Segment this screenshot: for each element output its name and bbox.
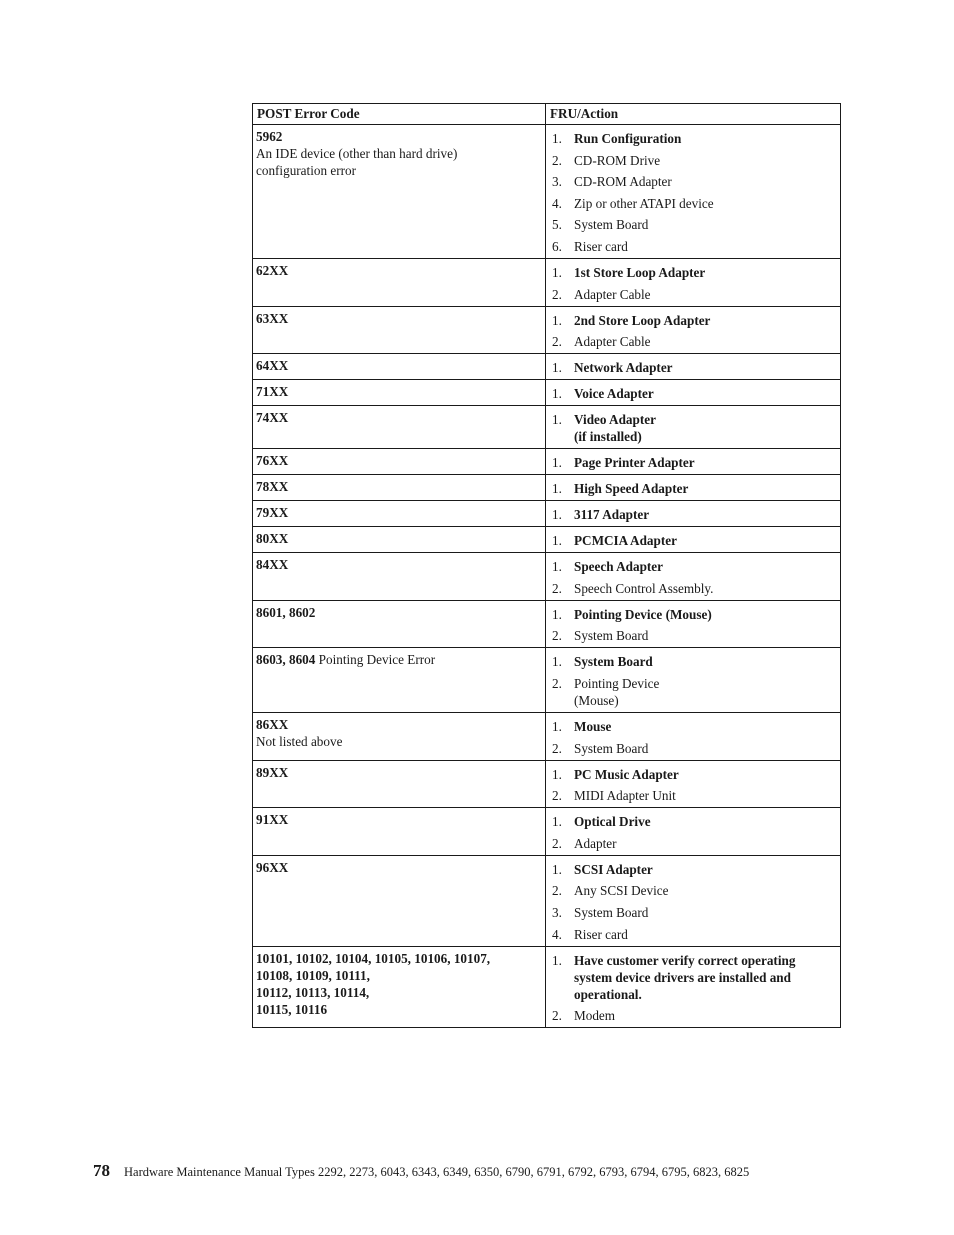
action-number: 1. (552, 606, 562, 622)
action-number: 1. (552, 654, 562, 670)
error-code-cell (253, 527, 546, 553)
action-number: 1. (552, 455, 562, 471)
action-item (550, 926, 836, 943)
action-list (550, 532, 836, 549)
table-row (253, 808, 841, 856)
action-item (550, 454, 836, 471)
table-row (253, 354, 841, 380)
action-text: High Speed Adapter (574, 481, 689, 497)
action-text: 3117 Adapter (574, 507, 650, 523)
action-list (550, 861, 836, 943)
table-row (253, 648, 841, 713)
table-row (253, 406, 841, 449)
action-list (550, 454, 836, 471)
action-item (550, 238, 836, 255)
action-text: Adapter Cable (574, 334, 651, 350)
table-header (253, 104, 841, 125)
action-item (550, 580, 836, 597)
action-text: SCSI Adapter (574, 861, 653, 877)
action-number: 1. (552, 312, 562, 328)
table-row (253, 855, 841, 946)
error-code: 10101, 10102, 10104, 10105, 10106, 10107, 10108, 10109, 10111, 10112, 10113, 10114, 10115, 10116 (256, 950, 491, 1017)
action-item (550, 312, 836, 329)
table-row (253, 553, 841, 601)
action-text: CD-ROM Adapter (574, 174, 672, 190)
action-number: 2. (552, 286, 562, 302)
error-code-cell (253, 125, 546, 259)
action-number: 1. (552, 533, 562, 549)
fru-action-cell (546, 808, 841, 856)
header-row (253, 104, 841, 125)
action-item (550, 152, 836, 169)
action-item (550, 385, 836, 402)
action-number: 1. (552, 481, 562, 497)
action-text: MIDI Adapter Unit (574, 788, 676, 804)
fru-action-cell (546, 306, 841, 354)
action-number: 1. (552, 952, 562, 968)
error-code-cell (253, 946, 546, 1028)
error-code-cell (253, 553, 546, 601)
table-row (253, 380, 841, 406)
error-code-cell (253, 354, 546, 380)
error-description: Not listed above (256, 733, 343, 749)
action-list (550, 264, 836, 303)
action-number: 1. (552, 264, 562, 280)
fru-action-cell (546, 648, 841, 713)
action-text: Modem (574, 1008, 616, 1024)
action-number: 1. (552, 507, 562, 523)
fru-action-cell (546, 501, 841, 527)
action-number: 2. (552, 883, 562, 899)
error-code: 78XX (256, 479, 289, 495)
error-code: 64XX (256, 358, 289, 374)
action-number: 1. (552, 412, 562, 428)
table-row (253, 449, 841, 475)
footer-title: Hardware Maintenance Manual Types 2292, 2273, 6043, 6343, 6349, 6350, 6790, 6791, 6792, 6793, 6794, 6795, 6823, 6825 (124, 1165, 750, 1179)
action-text: System Board (574, 217, 649, 233)
error-code-cell (253, 406, 546, 449)
error-code-cell (253, 306, 546, 354)
action-item (550, 740, 836, 757)
action-text: 1st Store Loop Adapter (574, 264, 706, 280)
error-code: 76XX (256, 453, 289, 469)
action-item (550, 480, 836, 497)
action-number: 2. (552, 788, 562, 804)
fru-action-cell (546, 760, 841, 808)
action-text: System Board (574, 628, 649, 644)
action-number: 1. (552, 861, 562, 877)
action-item (550, 411, 836, 445)
error-code: 84XX (256, 557, 289, 573)
action-text: Riser card (574, 926, 628, 942)
action-text: Page Printer Adapter (574, 455, 695, 471)
action-text: Optical Drive (574, 814, 651, 830)
action-number: 3. (552, 904, 562, 920)
action-text: CD-ROM Drive (574, 152, 661, 168)
fru-action-cell (546, 600, 841, 648)
action-list (550, 411, 836, 445)
action-item (550, 835, 836, 852)
error-code: 71XX (256, 384, 289, 400)
action-number: 1. (552, 559, 562, 575)
error-code-cell (253, 808, 546, 856)
fru-action-cell (546, 354, 841, 380)
error-code: 63XX (256, 310, 289, 326)
error-code-cell (253, 760, 546, 808)
error-code: 5962 (256, 129, 283, 144)
action-text: PC Music Adapter (574, 766, 679, 782)
action-number: 2. (552, 740, 562, 756)
action-number: 2. (552, 675, 562, 691)
error-code-cell (253, 449, 546, 475)
action-text: Speech Adapter (574, 559, 664, 575)
fru-action-cell (546, 527, 841, 553)
action-item (550, 766, 836, 783)
action-item (550, 787, 836, 804)
action-number: 1. (552, 386, 562, 402)
fru-action-cell (546, 258, 841, 306)
action-number: 1. (552, 718, 562, 734)
fru-action-cell (546, 855, 841, 946)
action-number: 6. (552, 238, 562, 254)
post-error-table (252, 103, 841, 1028)
action-number: 2. (552, 334, 562, 350)
action-list (550, 813, 836, 852)
action-number: 1. (552, 131, 562, 146)
action-text: Riser card (574, 238, 628, 254)
action-number: 2. (552, 580, 562, 596)
action-item (550, 813, 836, 830)
page-number: 78 (93, 1161, 110, 1180)
table-row (253, 306, 841, 354)
action-item (550, 130, 836, 147)
error-code: 86XX (256, 716, 289, 732)
action-item (550, 718, 836, 735)
table-row (253, 600, 841, 648)
action-text: System Board (574, 654, 653, 670)
page-footer (93, 1160, 913, 1183)
fru-action-cell (546, 406, 841, 449)
action-item (550, 675, 836, 709)
header-post-error-code: POST Error Code (253, 104, 546, 125)
action-item (550, 882, 836, 899)
action-text: Run Configuration (574, 131, 682, 146)
action-number: 1. (552, 360, 562, 376)
action-number: 2. (552, 628, 562, 644)
action-text: Have customer verify correct operating system device drivers are installed and operational. (574, 952, 796, 1002)
fru-action-cell (546, 553, 841, 601)
action-item (550, 558, 836, 575)
error-code-cell (253, 475, 546, 501)
table-row (253, 258, 841, 306)
action-text: Pointing Device (Mouse) (574, 606, 712, 622)
action-text: Voice Adapter (574, 386, 654, 402)
action-number: 5. (552, 217, 562, 233)
error-code: 8601, 8602 (256, 604, 316, 620)
action-text: 2nd Store Loop Adapter (574, 312, 711, 328)
error-code: 79XX (256, 505, 289, 521)
error-code-cell (253, 501, 546, 527)
action-item (550, 606, 836, 623)
action-item (550, 216, 836, 233)
action-item (550, 627, 836, 644)
table-row (253, 712, 841, 760)
table-row (253, 125, 841, 259)
action-text: Adapter (574, 835, 617, 851)
action-item (550, 506, 836, 523)
error-code: 74XX (256, 410, 289, 426)
error-code: 96XX (256, 859, 289, 875)
action-list (550, 506, 836, 523)
action-item (550, 333, 836, 350)
action-text: Zip or other ATAPI device (574, 195, 714, 211)
action-list (550, 952, 836, 1025)
table-row (253, 527, 841, 553)
action-item (550, 359, 836, 376)
error-code-cell (253, 600, 546, 648)
action-list (550, 359, 836, 376)
action-text: Any SCSI Device (574, 883, 669, 899)
table-row (253, 760, 841, 808)
error-code: 8603, 8604 (256, 652, 316, 668)
action-number: 4. (552, 926, 562, 942)
error-description: An IDE device (other than hard drive) configuration error (256, 146, 458, 178)
table-row (253, 946, 841, 1028)
action-item (550, 532, 836, 549)
error-description: Pointing Device Error (318, 652, 436, 668)
action-list (550, 558, 836, 597)
action-item (550, 904, 836, 921)
action-item (550, 952, 836, 1003)
action-list (550, 130, 836, 255)
table-row (253, 475, 841, 501)
error-code: 91XX (256, 812, 289, 828)
action-text: System Board (574, 740, 649, 756)
action-number: 2. (552, 835, 562, 851)
action-item (550, 653, 836, 670)
action-text: System Board (574, 904, 649, 920)
fru-action-cell (546, 380, 841, 406)
action-text: Pointing Device (Mouse) (574, 675, 660, 708)
error-code: 89XX (256, 764, 289, 780)
action-item (550, 264, 836, 281)
action-list (550, 653, 836, 709)
error-code-cell (253, 258, 546, 306)
action-item (550, 1007, 836, 1024)
error-code-cell (253, 380, 546, 406)
fru-action-cell (546, 946, 841, 1028)
table-body (253, 125, 841, 1028)
action-number: 3. (552, 174, 562, 190)
action-text: Video Adapter (if installed) (574, 412, 656, 445)
error-code-cell (253, 648, 546, 713)
action-text: Adapter Cable (574, 286, 651, 302)
table-row (253, 501, 841, 527)
action-number: 2. (552, 1008, 562, 1024)
header-fru-action: FRU/Action (546, 104, 841, 125)
action-list (550, 480, 836, 497)
action-text: Speech Control Assembly. (574, 580, 714, 596)
error-code: 62XX (256, 262, 289, 278)
action-number: 2. (552, 152, 562, 168)
fru-action-cell (546, 712, 841, 760)
action-item (550, 195, 836, 212)
error-code: 80XX (256, 531, 289, 547)
error-code-cell (253, 855, 546, 946)
action-number: 1. (552, 814, 562, 830)
action-number: 1. (552, 766, 562, 782)
action-item (550, 861, 836, 878)
action-item (550, 173, 836, 190)
action-item (550, 286, 836, 303)
action-list (550, 718, 836, 757)
fru-action-cell (546, 449, 841, 475)
action-list (550, 385, 836, 402)
action-list (550, 766, 836, 805)
action-number: 4. (552, 195, 562, 211)
fru-action-cell (546, 475, 841, 501)
fru-action-cell (546, 125, 841, 259)
action-text: PCMCIA Adapter (574, 533, 677, 549)
action-text: Mouse (574, 718, 612, 734)
action-list (550, 312, 836, 351)
error-code-cell (253, 712, 546, 760)
action-list (550, 606, 836, 645)
action-text: Network Adapter (574, 360, 673, 376)
